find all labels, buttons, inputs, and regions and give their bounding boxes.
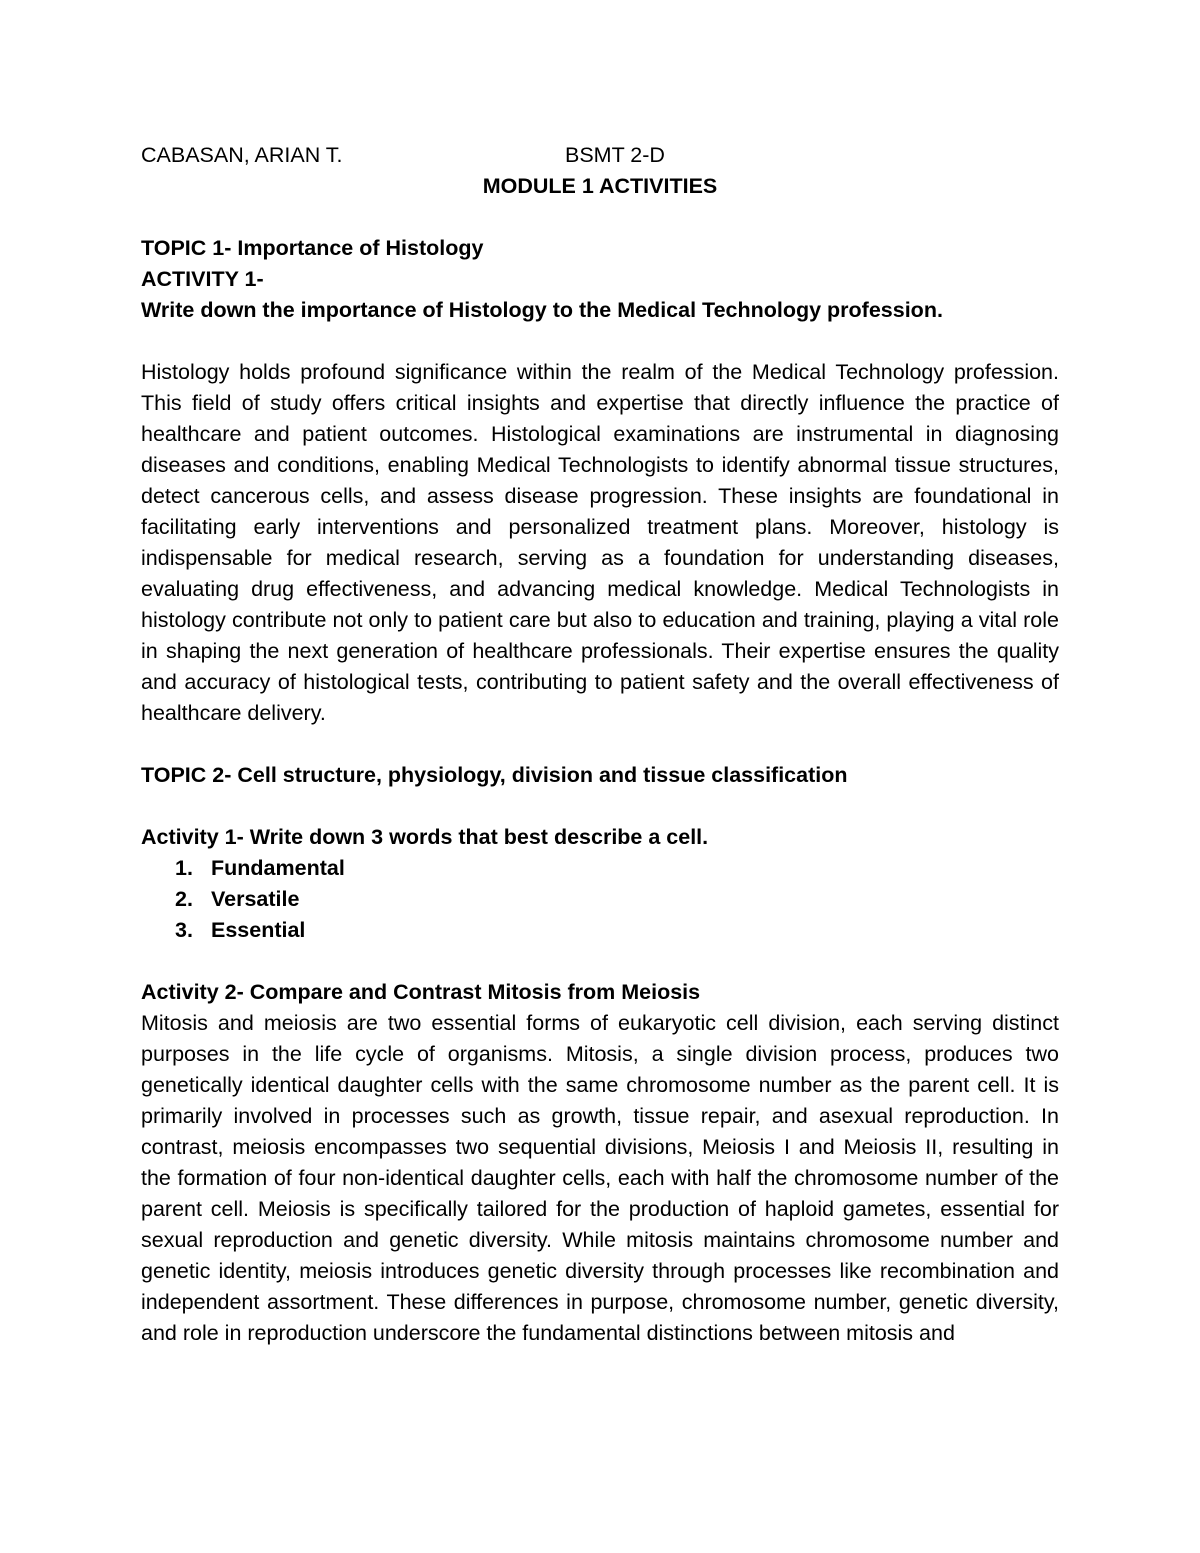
student-name: CABASAN, ARIAN T. (141, 143, 343, 167)
cell-words-list (141, 853, 1059, 946)
spacer (141, 729, 1059, 760)
list-item (141, 884, 1059, 915)
student-section: BSMT 2-D (565, 143, 665, 167)
topic2-activity2-prompt: Activity 2- Compare and Contrast Mitosis from Meiosis (141, 980, 701, 1004)
topic2-activity1-prompt: Activity 1- Write down 3 words that best describe a cell. (141, 825, 709, 849)
module-title: MODULE 1 ACTIVITIES (482, 174, 718, 198)
list-item-text: Versatile (211, 887, 300, 911)
topic2-title: TOPIC 2- Cell structure, physiology, division and tissue classification (141, 763, 848, 787)
list-item-text: Fundamental (211, 856, 345, 880)
topic1-activity-label: ACTIVITY 1- (141, 267, 264, 291)
list-item (141, 915, 1059, 946)
topic2-activity2-answer: Mitosis and meiosis are two essential forms of eukaryotic cell division, each serving distinct purposes in the life cycle of organisms. Mitosis, a single division process, produces two genetically identical daughter cells with the same chromosome number as the parent cell. It is primarily involved in processes such as growth, tissue repair, and asexual reproduction. In contrast, meiosis encompasses two sequential divisions, Meiosis I and Meiosis II, resulting in the formation of four non-identical daughter cells, each with half the chromosome number of the parent cell. Meiosis is specifically tailored for the production of haploid gametes, essential for sexual reproduction and genetic diversity. While mitosis maintains chromosome number and genetic identity, meiosis introduces genetic diversity through processes like recombination and independent assortment. These differences in purpose, chromosome number, genetic diversity, and role in reproduction underscore the fundamental distinctions between mitosis and (141, 1011, 1059, 1345)
list-item (141, 853, 1059, 884)
topic1-answer: Histology holds profound significance within the realm of the Medical Technology profession. This field of study offers critical insights and expertise that directly influence the practice of healthcare and patient outcomes. Histological examinations are instrumental in diagnosing diseases and conditions, enabling Medical Technologists to identify abnormal tissue structures, detect cancerous cells, and assess disease progression. These insights are foundational in facilitating early interventions and personalized treatment plans. Moreover, histology is indispensable for medical research, serving as a foundation for understanding diseases, evaluating drug effectiveness, and advancing medical knowledge. Medical Technologists in histology contribute not only to patient care but also to education and training, playing a vital role in shaping the next generation of healthcare professionals. Their expertise ensures the quality and accuracy of histological tests, contributing to patient safety and the overall effectiveness of healthcare delivery. (141, 360, 1059, 725)
topic1-title: TOPIC 1- Importance of Histology (141, 236, 484, 260)
header-line (141, 140, 1059, 171)
spacer (141, 946, 1059, 977)
spacer (141, 202, 1059, 233)
list-item-text: Essential (211, 918, 306, 942)
document-page (141, 140, 1059, 1349)
spacer (141, 791, 1059, 822)
topic1-prompt: Write down the importance of Histology to the Medical Technology profession. (141, 298, 943, 322)
list-item-number: 1. (175, 856, 193, 880)
spacer (141, 326, 1059, 357)
list-item-number: 3. (175, 918, 193, 942)
list-item-number: 2. (175, 887, 193, 911)
